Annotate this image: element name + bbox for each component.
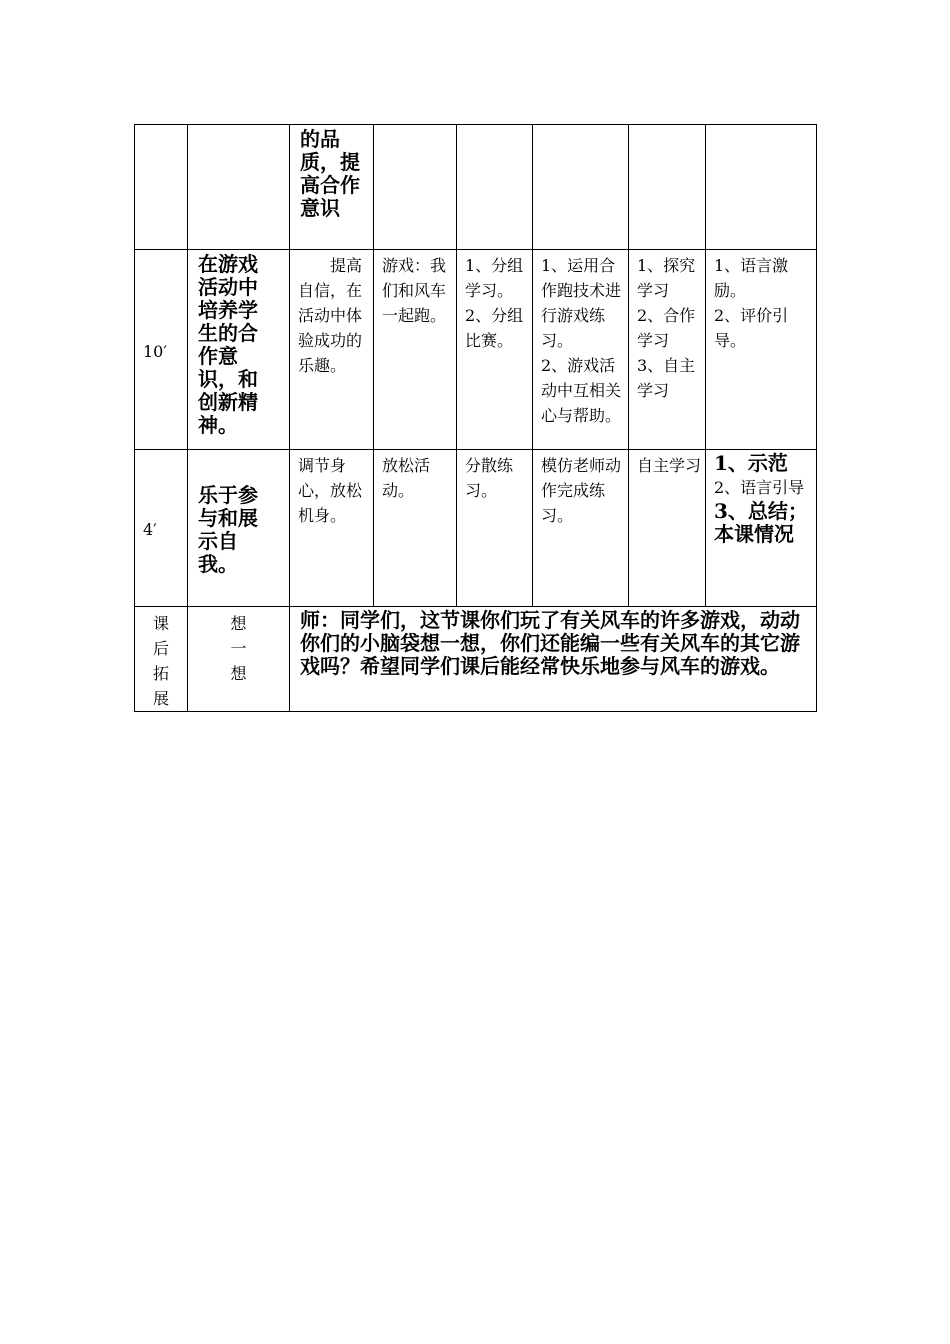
- extension-label-char: 拓: [152, 664, 169, 683]
- list-item: 3、自主学习: [637, 356, 696, 400]
- activity-cell: 放松活动。: [374, 450, 457, 607]
- organization-cell: [457, 125, 533, 250]
- method-cell: [629, 125, 706, 250]
- list-item: 2、游戏活动中互相关心与帮助。: [541, 356, 622, 425]
- think-label-char: 想: [230, 614, 247, 633]
- list-item: 3、总结；本课情况: [714, 499, 808, 546]
- organization-cell: [457, 250, 533, 450]
- list-item: 1、探究学习: [637, 256, 696, 300]
- think-label-char: 一: [230, 639, 247, 658]
- think-label-char: 想: [230, 664, 247, 683]
- think-label-cell: [188, 607, 290, 712]
- activity-cell: [374, 125, 457, 250]
- list-item: 1、运用合作跑技术进行游戏练习。: [541, 256, 622, 350]
- extension-label-cell: [135, 607, 188, 712]
- list-item: 1、示范: [714, 451, 788, 475]
- time-cell: 10′: [135, 250, 188, 450]
- student-cell: 模仿老师动作完成练习。: [533, 450, 629, 607]
- teacher-cell: [706, 125, 817, 250]
- list-item: 2、语言引导: [714, 478, 805, 497]
- list-item: 1、分组学习。: [465, 256, 524, 300]
- table-row: [135, 450, 817, 607]
- activity-cell: 游戏：我们和风车一起跑。: [374, 250, 457, 450]
- content-cell: 的品质，提高合作意识: [290, 125, 374, 250]
- student-cell: [533, 125, 629, 250]
- content-cell: 提高自信，在活动中体验成功的乐趣。: [290, 250, 374, 450]
- teacher-cell: [706, 250, 817, 450]
- list-item: 1、语言激励。: [714, 256, 789, 300]
- goal-cell: 乐于参与和展示自我。: [188, 450, 290, 607]
- student-cell: [533, 250, 629, 450]
- method-cell: 自主学习: [629, 450, 706, 607]
- extension-summary-cell: 师：同学们，这节课你们玩了有关风车的许多游戏，动动你们的小脑袋想一想，你们还能编一些有关风车的其它游戏吗？希望同学们课后能经常快乐地参与风车的游戏。: [290, 607, 817, 712]
- list-item: 2、合作学习: [637, 306, 696, 350]
- content-cell: 调节身心，放松机身。: [290, 450, 374, 607]
- table-row: [135, 125, 817, 250]
- extension-label-char: 展: [152, 689, 169, 708]
- lesson-plan-table: [134, 124, 817, 712]
- teacher-cell: [706, 450, 817, 607]
- goal-cell: 在游戏活动中培养学生的合作意识，和创新精神。: [188, 250, 290, 450]
- organization-cell: 分散练习。: [457, 450, 533, 607]
- time-cell: 4′: [135, 450, 188, 607]
- extension-label-char: 课: [152, 614, 169, 633]
- table-row: [135, 250, 817, 450]
- goal-cell: [188, 125, 290, 250]
- time-cell: [135, 125, 188, 250]
- list-item: 2、评价引导。: [714, 306, 789, 350]
- method-cell: [629, 250, 706, 450]
- list-item: 2、分组比赛。: [465, 306, 524, 350]
- extension-label-char: 后: [152, 639, 169, 658]
- table-row: [135, 607, 817, 712]
